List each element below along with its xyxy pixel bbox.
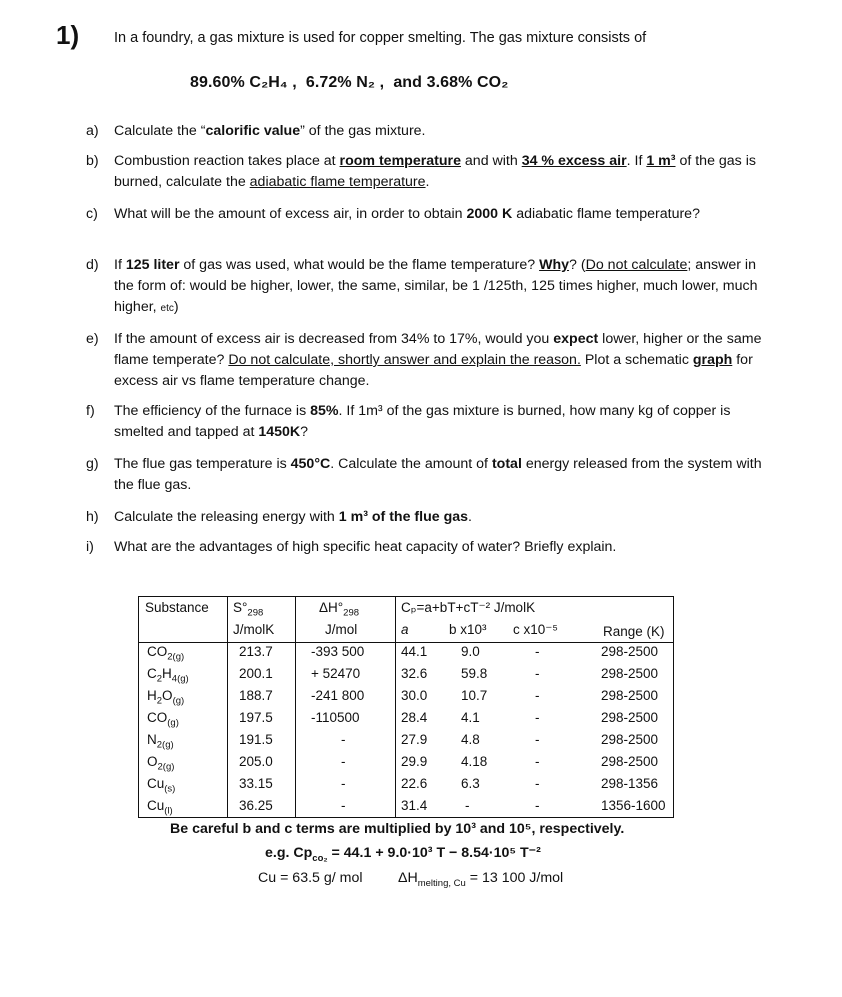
row-a: 32.6 [401, 666, 428, 681]
row-a: 44.1 [401, 644, 428, 659]
item-label: e) [86, 331, 99, 347]
row-a: 29.9 [401, 754, 428, 769]
item-text: If the amount of excess air is decreased from 34% to 17%, would you expect lower, higher or the same flame temperate? Do not calculate, shortly answer and explain the reason. Plot a schematic graph for excess air vs flame temperature change. [114, 331, 762, 389]
row-enthalpy: - [341, 754, 346, 769]
header-entropy: $S^\circ_{298}$ [233, 600, 264, 619]
row-a: 31.4 [401, 798, 428, 813]
item-text: If 125 liter of gas was used, what would be the flame temperature? Why? (Do not calculate; answer in the form of: would be higher, lower, the same, similar, be 1 /125th, 125 times higher, much lower, much higher, etc) [114, 257, 758, 315]
row-entropy: 33.15 [239, 776, 273, 791]
row-substance: $C_2H_{4(g)}$ [147, 666, 189, 685]
row-a: 28.4 [401, 710, 428, 725]
row-range: 298-2500 [601, 644, 659, 659]
row-enthalpy: -110500 [311, 710, 360, 725]
row-enthalpy: - [341, 798, 346, 813]
row-b: 59.8 [461, 666, 488, 681]
row-entropy: 36.25 [239, 798, 273, 813]
cp-example: e.g. $Cp_{co_2} = 44.1 + 9.0\cdot 10^3$ T − 8.54·10⁵ T⁻² [265, 845, 541, 864]
row-b: 10.7 [461, 688, 488, 703]
item-text: The efficiency of the furnace is 85%. If 1m³ of the gas mixture is burned, how many kg of copper is smelted and tapped at 1450K? [114, 403, 731, 440]
row-entropy: 191.5 [239, 732, 273, 747]
row-c: - [535, 644, 540, 659]
header-range: Range (K) [603, 624, 665, 639]
row-range: 298-2500 [601, 666, 659, 681]
row-b: 6.3 [461, 776, 480, 791]
row-substance: $Cu_{(l)}$ [147, 798, 173, 817]
cu-molar-mass: Cu = 63.5 g/ mol [258, 870, 363, 886]
row-substance: $H_2O_{(g)}$ [147, 688, 185, 707]
item-text: Calculate the “calorific value” of the gas mixture. [114, 123, 426, 139]
header-substance: Substance [145, 600, 209, 615]
row-entropy: 200.1 [239, 666, 273, 681]
thermo-data-table [138, 596, 674, 818]
row-c: - [535, 710, 540, 725]
row-b: 4.1 [461, 710, 480, 725]
item-label: d) [86, 257, 99, 273]
intro-text: In a foundry, a gas mixture is used for copper smelting. The gas mixture consists of [114, 30, 647, 46]
item-text: What are the advantages of high specific heat capacity of water? Briefly explain. [114, 539, 617, 555]
row-substance: $Cu_{(s)}$ [147, 776, 176, 795]
item-label: c) [86, 206, 98, 222]
row-entropy: 188.7 [239, 688, 273, 703]
row-substance: $O_{2(g)}$ [147, 754, 175, 773]
row-c: - [535, 754, 540, 769]
co2-fraction: 3.68% CO₂ [426, 74, 509, 91]
item-label: h) [86, 509, 99, 525]
item-label: i) [86, 539, 94, 555]
row-b: 4.8 [461, 732, 480, 747]
header-entropy-unit: J/molK [233, 622, 275, 637]
cu-melting-enthalpy: $\Delta H_{melting, Cu} = 13$ 100 J/mol [398, 870, 564, 889]
header-enthalpy-unit: J/mol [325, 622, 358, 637]
row-enthalpy: -241 800 [311, 688, 365, 703]
row-a: 27.9 [401, 732, 428, 747]
row-enthalpy: - [341, 776, 346, 791]
item-text: What will be the amount of excess air, in order to obtain 2000 K adiabatic flame temperature? [114, 206, 700, 222]
row-substance: $N_{2(g)}$ [147, 732, 174, 751]
row-substance: $CO_{(g)}$ [147, 710, 179, 729]
row-enthalpy: -393 500 [311, 644, 365, 659]
item-label: b) [86, 153, 99, 169]
gas-mixture-composition [190, 74, 508, 92]
item-text: Combustion reaction takes place at room temperature and with 34 % excess air. If 1 m³ of the gas is burned, calculate the adiabatic flame temperature. [114, 153, 756, 190]
row-c: - [535, 688, 540, 703]
row-b: - [465, 798, 470, 813]
row-entropy: 205.0 [239, 754, 273, 769]
row-c: - [535, 776, 540, 791]
row-c: - [535, 666, 540, 681]
row-a: 22.6 [401, 776, 428, 791]
row-enthalpy: + 52470 [311, 666, 361, 681]
item-label: f) [86, 403, 95, 419]
row-range: 298-1356 [601, 776, 659, 791]
row-a: 30.0 [401, 688, 428, 703]
header-enthalpy: $\Delta H^\circ_{298}$ [319, 600, 360, 619]
item-label: g) [86, 456, 99, 472]
row-range: 298-2500 [601, 754, 659, 769]
c2h4-fraction: 89.60% C₂H₄ , [190, 74, 297, 91]
header-b: b x10³ [449, 622, 487, 637]
header-cp-formula: Cₚ=a+bT+cT⁻² J/molK [401, 600, 536, 615]
header-c: c x10⁻⁵ [513, 622, 558, 637]
n2-fraction: 6.72% N₂ , [305, 74, 385, 91]
row-c: - [535, 798, 540, 813]
row-entropy: 197.5 [239, 710, 273, 725]
item-text: The flue gas temperature is 450°C. Calculate the amount of total energy released from the system with the flue gas. [114, 456, 762, 493]
row-range: 298-2500 [601, 710, 659, 725]
row-b: 9.0 [461, 644, 480, 659]
row-range: 298-2500 [601, 732, 659, 747]
row-b: 4.18 [461, 754, 488, 769]
row-enthalpy: - [341, 732, 346, 747]
question-number: 1) [56, 20, 80, 50]
row-substance: $CO_{2(g)}$ [147, 644, 185, 663]
row-entropy: 213.7 [239, 644, 273, 659]
row-range: 298-2500 [601, 688, 659, 703]
header-a: a [401, 622, 409, 637]
row-c: - [535, 732, 540, 747]
row-range: 1356-1600 [601, 798, 666, 813]
item-text: Calculate the releasing energy with 1 m³ of the flue gas. [114, 509, 472, 525]
item-label: a) [86, 123, 99, 139]
multiplier-note: Be careful b and c terms are multiplied by 10³ and 10⁵, respectively. [170, 821, 625, 837]
and-word: and [393, 74, 423, 91]
